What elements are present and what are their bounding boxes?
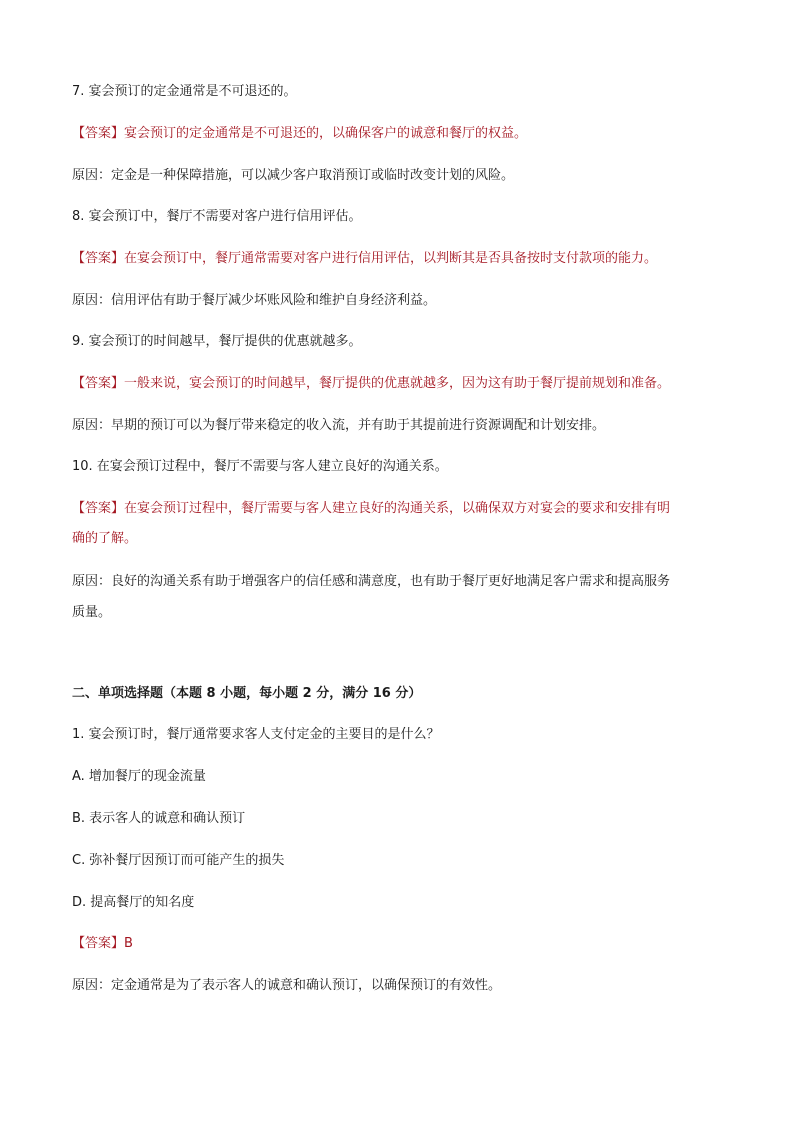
mc1-reason: 原因：定金通常是为了表示客人的诚意和确认预订，以确保预订的有效性。 xyxy=(72,978,502,993)
mc1-option-d: D. 提高餐厅的知名度 xyxy=(72,895,195,910)
mc1-question: 1. 宴会预订时，餐厅通常要求客人支付定金的主要目的是什么？ xyxy=(72,727,440,742)
q9-question: 9. 宴会预订的时间越早，餐厅提供的优惠就越多。 xyxy=(72,334,362,349)
q9-answer: 【答案】一般来说，宴会预订的时间越早，餐厅提供的优惠就越多，因为这有助于餐厅提前规划和准备。 xyxy=(72,376,671,391)
mc1-answer: 【答案】B xyxy=(72,936,133,951)
q7-question: 7. 宴会预订的定金通常是不可退还的。 xyxy=(72,84,297,99)
q7-reason: 原因：定金是一种保障措施，可以减少客户取消预订或临时改变计划的风险。 xyxy=(72,168,515,183)
mc1-option-a: A. 增加餐厅的现金流量 xyxy=(72,769,206,784)
q10-question: 10. 在宴会预订过程中，餐厅不需要与客人建立良好的沟通关系。 xyxy=(72,459,448,474)
q7-answer: 【答案】宴会预订的定金通常是不可退还的，以确保客户的诚意和餐厅的权益。 xyxy=(72,126,528,141)
q10-reason-line2: 质量。 xyxy=(72,605,112,620)
q10-reason-line1: 原因：良好的沟通关系有助于增强客户的信任感和满意度，也有助于餐厅更好地满足客户需求和提高服务 xyxy=(72,574,671,589)
q8-answer: 【答案】在宴会预订中，餐厅通常需要对客户进行信用评估，以判断其是否具备按时支付款项的能力。 xyxy=(72,251,658,266)
mc1-option-c: C. 弥补餐厅因预订而可能产生的损失 xyxy=(72,853,285,868)
q8-reason: 原因：信用评估有助于餐厅减少坏账风险和维护自身经济利益。 xyxy=(72,293,437,308)
q9-reason: 原因：早期的预订可以为餐厅带来稳定的收入流，并有助于其提前进行资源调配和计划安排。 xyxy=(72,418,606,433)
mc1-option-b: B. 表示客人的诚意和确认预订 xyxy=(72,811,246,826)
q8-question: 8. 宴会预订中，餐厅不需要对客户进行信用评估。 xyxy=(72,209,362,224)
q10-answer-line1: 【答案】在宴会预订过程中，餐厅需要与客人建立良好的沟通关系，以确保双方对宴会的要求和安排有明 xyxy=(72,501,671,516)
q10-answer-line2: 确的了解。 xyxy=(72,531,138,546)
section-heading: 二、单项选择题（本题 8 小题，每小题 2 分，满分 16 分） xyxy=(72,686,422,701)
